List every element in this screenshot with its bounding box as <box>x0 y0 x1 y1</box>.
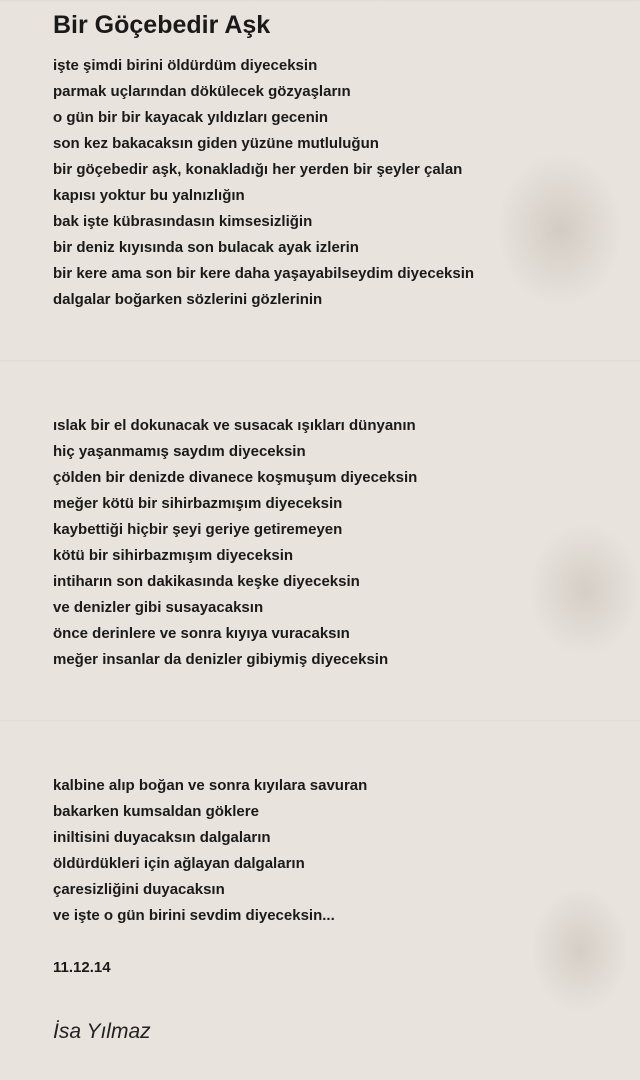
stanza-3 <box>53 773 367 929</box>
poem-line: intiharın son dakikasında keşke diyeceksin <box>53 573 360 590</box>
poem-line: meğer kötü bir sihirbazmışım diyeceksin <box>53 495 343 512</box>
poem-line: ve işte o gün birini sevdim diyeceksin... <box>53 907 335 924</box>
poem-line: kötü bir sihirbazmışım diyeceksin <box>53 547 294 564</box>
poem-line: çaresizliğini duyacaksın <box>53 881 225 898</box>
poem-line: kapısı yoktur bu yalnızlığın <box>53 187 245 204</box>
poem-line: bir kere ama son bir kere daha yaşayabilseydim diyeceksin <box>53 265 475 282</box>
poem-line: işte şimdi birini öldürdüm diyeceksin <box>53 57 318 74</box>
poem-line: çölden bir denizde divanece koşmuşum diyeceksin <box>53 469 418 486</box>
poem-line: kalbine alıp boğan ve sonra kıyılara savuran <box>53 777 368 794</box>
poem-line: parmak uçlarından dökülecek gözyaşların <box>53 83 351 100</box>
poem-line: ıslak bir el dokunacak ve susacak ışıkları dünyanın <box>53 417 416 434</box>
poem-author: İsa Yılmaz <box>53 1020 151 1043</box>
poem-line: bakarken kumsaldan göklere <box>53 803 259 820</box>
poem-line: hiç yaşanmamış saydım diyeceksin <box>53 443 306 460</box>
poem-line: bir göçebedir aşk, konakladığı her yerden bir şeyler çalan <box>53 161 463 178</box>
stanza-2 <box>53 413 417 673</box>
poem-line: o gün bir bir kayacak yıldızları gecenin <box>53 109 329 126</box>
poem-line: öldürdükleri için ağlayan dalgaların <box>53 855 305 872</box>
poem-title: Bir Göçebedir Aşk <box>53 11 271 39</box>
poem-line: önce derinlere ve sonra kıyıya vuracaksın <box>53 625 350 642</box>
poem-line: iniltisini duyacaksın dalgaların <box>53 829 271 846</box>
poem-line: bir deniz kıyısında son bulacak ayak izlerin <box>53 239 359 256</box>
stanza-1 <box>53 53 474 313</box>
poem-line: meğer insanlar da denizler gibiymiş diyeceksin <box>53 651 389 668</box>
poem-line: ve denizler gibi susayacaksın <box>53 599 264 616</box>
poem-line: kaybettiği hiçbir şeyi geriye getiremeyen <box>53 521 343 538</box>
poem-line: bak işte kübrasındasın kimsesizliğin <box>53 213 313 230</box>
poem-date: 11.12.14 <box>53 959 111 976</box>
poem-line: son kez bakacaksın giden yüzüne mutluluğun <box>53 135 379 152</box>
poem-line: dalgalar boğarken sözlerini gözlerinin <box>53 291 323 308</box>
